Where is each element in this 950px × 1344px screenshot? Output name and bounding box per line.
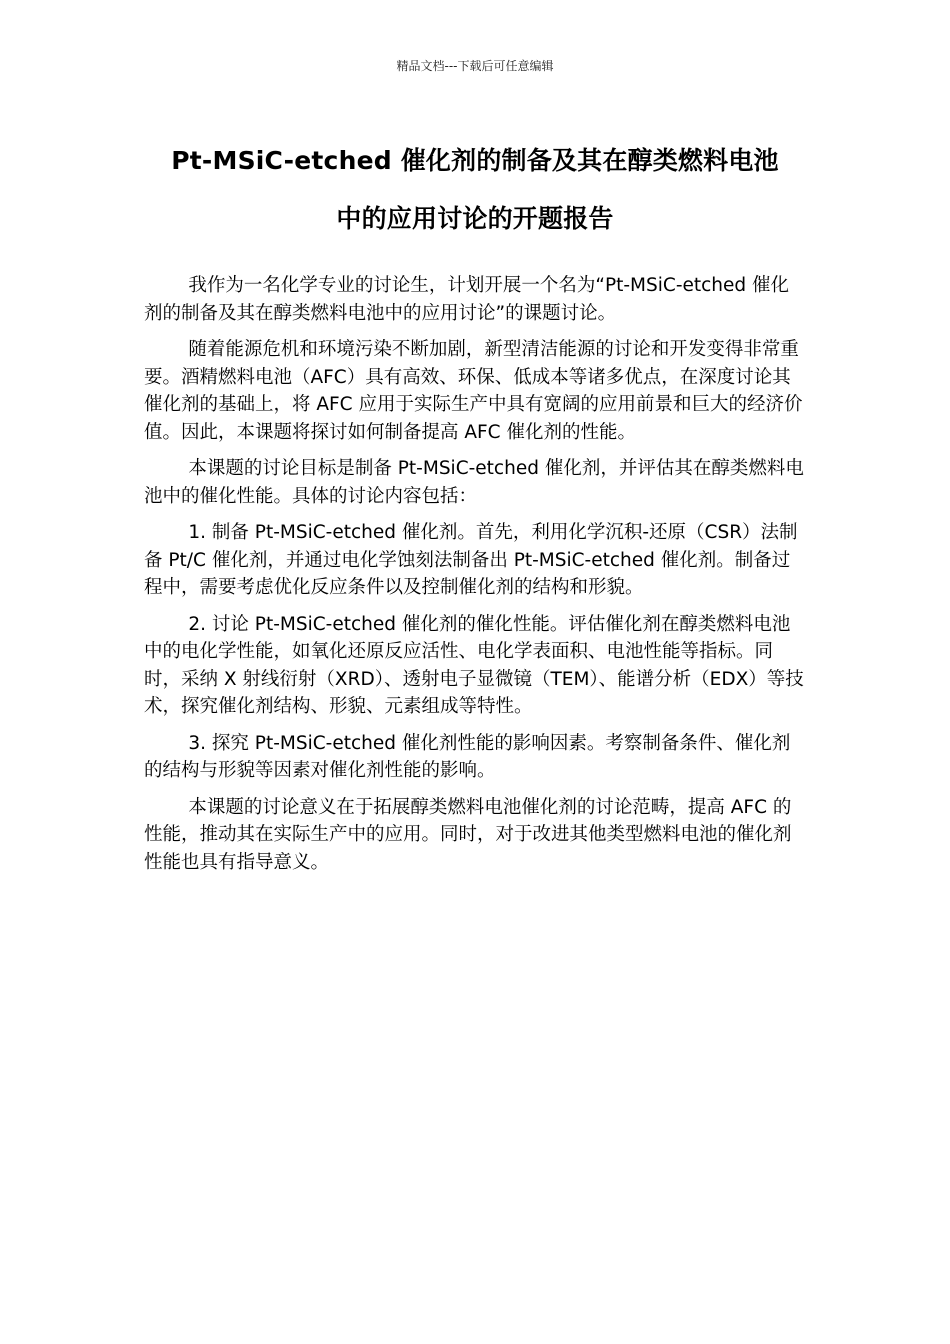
paragraph-intro: 我作为一名化学专业的讨论生，计划开展一个名为“Pt-MSiC-etched 催化剂的制备及其在醇类燃料电池中的应用讨论”的课题讨论。 bbox=[144, 275, 790, 324]
paragraph-significance: 本课题的讨论意义在于拓展醇类燃料电池催化剂的讨论范畴，提高 AFC 的性能，推动其在实际生产中的应用。同时，对于改进其他类型燃料电池的催化剂性能也具有指导意义。 bbox=[144, 796, 792, 873]
paragraph-background: 随着能源危机和环境污染不断加剧，新型清洁能源的讨论和开发变得非常重要。酒精燃料电池（AFC）具有高效、环保、低成本等诸多优点，在深度讨论其催化剂的基础上，将 AFC 应用于实际生产中具有宽阔的应用前景和巨大的经济价值。因此，本课题将探讨如何制备提高 AFC 催化剂的性能。 bbox=[144, 339, 803, 443]
paragraph-item-3: 3. 探究 Pt-MSiC-etched 催化剂性能的影响因素。考察制备条件、催化剂的结构与形貌等因素对催化剂性能的影响。 bbox=[144, 732, 791, 781]
title-line-2: 中的应用讨论的开题报告 bbox=[336, 204, 614, 233]
page-header: 精品文档---下载后可任意编辑 bbox=[396, 59, 554, 73]
paragraph-objective: 本课题的讨论目标是制备 Pt-MSiC-etched 催化剂，并评估其在醇类燃料电池中的催化性能。具体的讨论内容包括： bbox=[144, 458, 804, 507]
document-title bbox=[120, 132, 830, 248]
paragraph-item-1: 1. 制备 Pt-MSiC-etched 催化剂。首先，利用化学沉积-还原（CSR）法制备 Pt/C 催化剂，并通过电化学蚀刻法制备出 Pt-MSiC-etched 催化剂。制备过程中，需要考虑优化反应条件以及控制催化剂的结构和形貌。 bbox=[144, 522, 798, 598]
paragraph-item-2: 2. 讨论 Pt-MSiC-etched 催化剂的催化性能。评估催化剂在醇类燃料电池中的电化学性能，如氧化还原反应活性、电化学表面积、电池性能等指标。同时，采纳 X 射线衍射（XRD）、透射电子显微镜（TEM）、能谱分析（EDX）等技术，探究催化剂结构、形貌、元素组成等特性。 bbox=[144, 613, 804, 717]
document-body bbox=[144, 272, 806, 885]
title-line-1: Pt-MSiC-etched 催化剂的制备及其在醇类燃料电池 bbox=[171, 146, 779, 175]
